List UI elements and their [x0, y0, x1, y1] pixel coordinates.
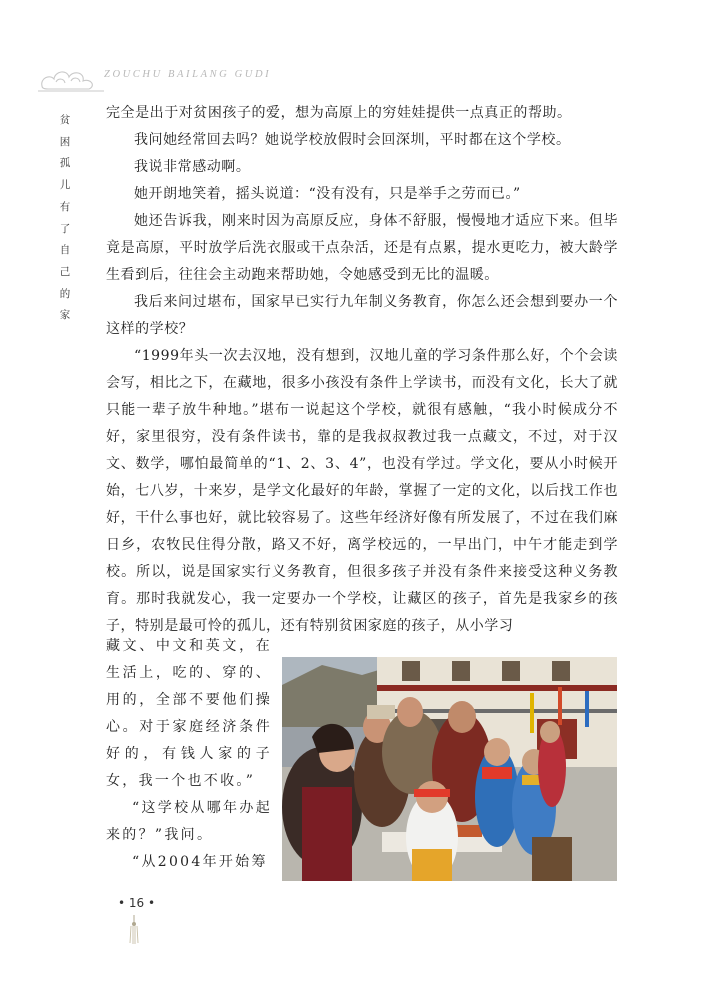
tassel-ornament-icon [126, 915, 142, 945]
side-title-char: 家 [59, 309, 71, 322]
paragraph: 完全是出于对贫困孩子的爱，想为高原上的穷娃娃提供一点真正的帮助。 [106, 105, 572, 121]
side-title-char: 了 [59, 222, 71, 235]
school-children-photo [282, 657, 617, 881]
body-text [106, 100, 618, 640]
paragraph: “这学校从哪年办起来的？”我问。 [106, 800, 272, 843]
paragraph: 我说非常感动啊。 [134, 159, 251, 175]
paragraph: 我后来问过堪布，国家早已实行九年制义务教育，你怎么还会想到要办一个这样的学校？ [106, 294, 618, 337]
side-title-char: 孤 [59, 157, 71, 170]
cloud-ornament-icon [38, 62, 108, 96]
paragraph: 她还告诉我，刚来时因为高原反应，身体不舒服，慢慢地才适应下来。但毕竟是高原，平时放学后洗衣服或干点杂活，还是有点累，提水更吃力，被大龄学生看到后，往往会主动跑来帮助她，令她感受到无比的温暖。 [106, 213, 618, 283]
side-title-char: 困 [59, 135, 71, 148]
paragraph: 她开朗地笑着，摇头说道：“没有没有，只是举手之劳而已。” [134, 186, 521, 202]
text-column-beside-photo [106, 633, 272, 876]
side-title [57, 110, 73, 327]
paragraph: “从2004年开始筹 [132, 854, 268, 870]
side-title-char: 己 [59, 265, 71, 278]
side-title-char: 的 [59, 287, 71, 300]
running-title: ZOUCHU BAILANG GUDI [104, 69, 272, 80]
side-title-char: 自 [59, 244, 71, 257]
paragraph: “1999年头一次去汉地，没有想到，汉地儿童的学习条件那么好，个个会读会写，相比之下，在藏地，很多小孩没有条件上学读书，而没有文化，长大了就只能一辈子放牛种地。”堪布一说起这个学校，就很有感触，“我小时候成分不好，家里很穷，没有条件读书，靠的是我叔叔教过我一点藏文，不过，对于汉文、数学，哪怕最简单的“1、2、3、4”，也没有学过。学文化，要从小时候开始，七八岁，十来岁，是学文化最好的年龄，掌握了一定的文化，以后找工作也好，干什么事也好，就比较容易了。这些年经济好像有所发展了，不过在我们麻日乡，农牧民住得分散，路又不好，离学校远的，一早出门，中午才能走到学校。所以，说是国家实行义务教育，但很多孩子并没有条件来接受这种义务教育。那时我就发心，我一定要办一个学校，让藏区的孩子，首先是我家乡的孩子，特别是最可怜的孤儿，还有特别贫困家庭的孩子，从小学习 [106, 348, 618, 634]
side-title-char: 儿 [59, 179, 71, 192]
paragraph: 藏文、中文和英文，在生活上，吃的、穿的、用的，全部不要他们操心。对于家庭经济条件好的，有钱人家的子女，我一个也不收。” [106, 638, 272, 789]
side-title-char: 有 [59, 200, 71, 213]
page-number: • 16 • [118, 896, 156, 910]
side-title-char: 贫 [59, 114, 71, 126]
paragraph: 我问她经常回去吗？她说学校放假时会回深圳，平时都在这个学校。 [134, 132, 571, 148]
